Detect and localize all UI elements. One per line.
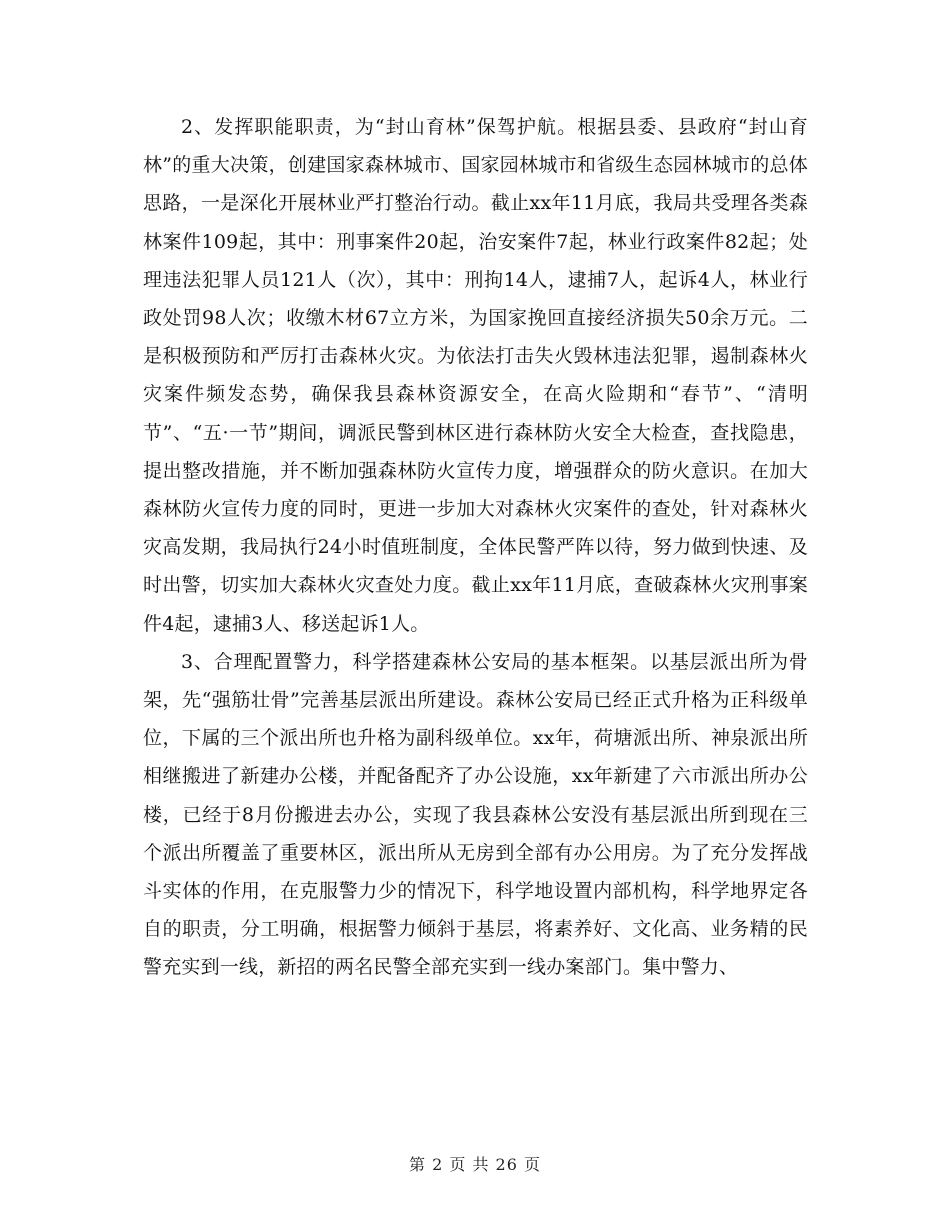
paragraph-forest-protection: 2、发挥职能职责，为“封山育林”保驾护航。根据县委、县政府“封山育林”的重大决策，创建国家森林城市、国家园林城市和省级生态园林城市的总体思路，一是深化开展林业严打整治行动。截止xx年11月底，我局共受理各类森林案件109起，其中：刑事案件20起，治安案件7起，林业行政案件82起；处理违法犯罪人员121人（次），其中：刑拘14人，逮捕7人，起诉4人，林业行政处罚98人次；收缴木材67立方米，为国家挽回直接经济损失50余万元。二是积极预防和严厉打击森林火灾。为依法打击失火毁林违法犯罪，遏制森林火灾案件频发态势，确保我县森林资源安全，在高火险期和“春节”、“清明节”、“五·一节”期间，调派民警到林区进行森林防火安全大检查，查找隐患，提出整改措施，并不断加强森林防火宣传力度，增强群众的防火意识。在加大森林防火宣传力度的同时，更进一步加大对森林火灾案件的查处，针对森林火灾高发期，我局执行24小时值班制度，全体民警严阵以待，努力做到快速、及时出警，切实加大森林火灾查处力度。截止xx年11月底，查破森林火灾刑事案件4起，逮捕3人、移送起诉1人。 [143,116,808,635]
document-body [143,108,808,987]
paragraph-police-allocation: 3、合理配置警力，科学搭建森林公安局的基本框架。以基层派出所为骨架，先“强筋壮骨”完善基层派出所建设。森林公安局已经正式升格为正科级单位，下属的三个派出所也升格为副科级单位。xx年，荷塘派出所、神泉派出所相继搬进了新建办公楼，并配备配齐了办公设施，xx年新建了六市派出所办公楼，已经于8月份搬进去办公，实现了我县森林公安没有基层派出所到现在三个派出所覆盖了重要林区，派出所从无房到全部有办公用房。为了充分发挥战斗实体的作用，在克服警力少的情况下，科学地设置内部机构，科学地界定各自的职责，分工明确，根据警力倾斜于基层，将素养好、文化高、业务精的民警充实到一线，新招的两名民警全部充实到一线办案部门。集中警力、 [143,650,808,979]
page-footer: 第 2 页 共 26 页 [409,1155,541,1174]
